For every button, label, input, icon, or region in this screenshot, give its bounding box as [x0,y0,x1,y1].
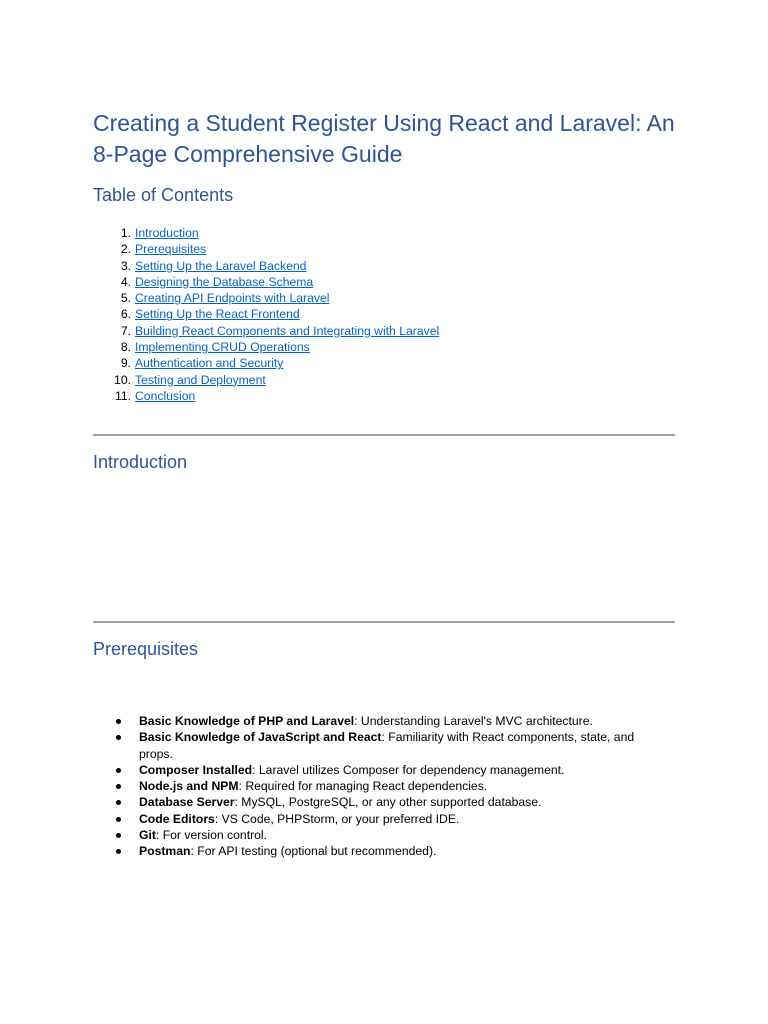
toc-item [93,339,673,355]
prereq-desc: : For version control. [155,828,268,843]
toc-number: 2. [120,242,131,257]
toc-item [93,241,673,257]
toc-link-react-components[interactable]: Building React Components and Integrating with Laravel [135,323,440,338]
list-item [93,713,663,729]
prereq-term: Basic Knowledge of JavaScript and React [139,730,382,745]
toc-link-conclusion[interactable]: Conclusion [135,388,196,403]
bullet-icon [116,833,121,838]
horizontal-rule [93,621,675,623]
toc-link-introduction[interactable]: Introduction [135,226,199,240]
toc-item [93,372,673,388]
toc-link-react-frontend[interactable]: Setting Up the React Frontend [135,307,300,322]
horizontal-rule [93,434,675,436]
list-item [93,827,663,843]
toc-number: 6. [120,307,131,322]
toc-link-laravel-backend[interactable]: Setting Up the Laravel Backend [135,258,307,273]
toc-item [93,323,673,339]
prereq-desc: : Familiarity with React components, state, and props. [139,730,635,761]
prereq-term: Node.js and NPM [139,779,239,794]
toc-number: 11. [114,388,131,403]
prereq-term: Basic Knowledge of PHP and Laravel [139,714,355,728]
toc-link-testing-deployment[interactable]: Testing and Deployment [135,372,266,387]
prereq-term: Database Server [139,795,235,810]
bullet-icon [116,719,121,724]
toc-number: 4. [120,274,131,289]
prereq-desc: : Understanding Laravel's MVC architecture. [354,714,593,728]
toc-link-crud-operations[interactable]: Implementing CRUD Operations [135,340,310,355]
list-item [93,778,663,794]
toc-number: 3. [120,258,131,273]
bullet-icon [116,817,121,822]
prereq-term: Composer Installed [139,762,253,777]
prerequisites-list [93,713,663,860]
toc-item [93,355,673,371]
toc-item [93,290,673,306]
bullet-icon [116,800,121,805]
toc-item [93,258,673,274]
toc-item [93,388,673,404]
list-item [93,811,663,827]
introduction-heading: Introduction [93,452,188,472]
list-item [93,794,663,810]
bullet-icon [116,784,121,789]
toc-link-authentication[interactable]: Authentication and Security [135,356,284,371]
prereq-term: Code Editors [139,811,215,826]
toc-number: 8. [120,340,131,355]
toc-item [93,225,673,241]
toc-number: 9. [120,356,131,371]
prereq-desc: : VS Code, PHPStorm, or your preferred IDE. [214,811,460,826]
list-item [93,843,663,859]
table-of-contents [93,225,673,404]
bullet-icon [116,768,121,773]
document-title: Creating a Student Register Using React and Laravel: An 8-Page Comprehensive Guide [93,110,675,167]
toc-item [93,306,673,322]
toc-link-api-endpoints[interactable]: Creating API Endpoints with Laravel [135,291,330,306]
list-item [93,762,663,778]
prerequisites-heading: Prerequisites [93,639,199,659]
prereq-desc: : For API testing (optional but recommended). [190,844,437,859]
prereq-desc: : MySQL, PostgreSQL, or any other supported database. [234,795,542,810]
toc-heading: Table of Contents [93,185,234,205]
prereq-term: Git [139,828,156,843]
toc-number: 5. [120,291,131,306]
bullet-icon [116,849,121,854]
bullet-icon [116,735,121,740]
toc-number: 1. [120,226,131,240]
prereq-desc: : Required for managing React dependencies. [238,779,488,794]
toc-number: 10. [114,372,131,387]
toc-item [93,274,673,290]
list-item [93,729,663,762]
toc-number: 7. [120,323,131,338]
toc-link-database-schema[interactable]: Designing the Database Schema [135,274,314,289]
prereq-term: Postman [139,844,191,859]
toc-link-prerequisites[interactable]: Prerequisites [135,242,207,257]
prereq-desc: : Laravel utilizes Composer for dependency management. [252,762,565,777]
